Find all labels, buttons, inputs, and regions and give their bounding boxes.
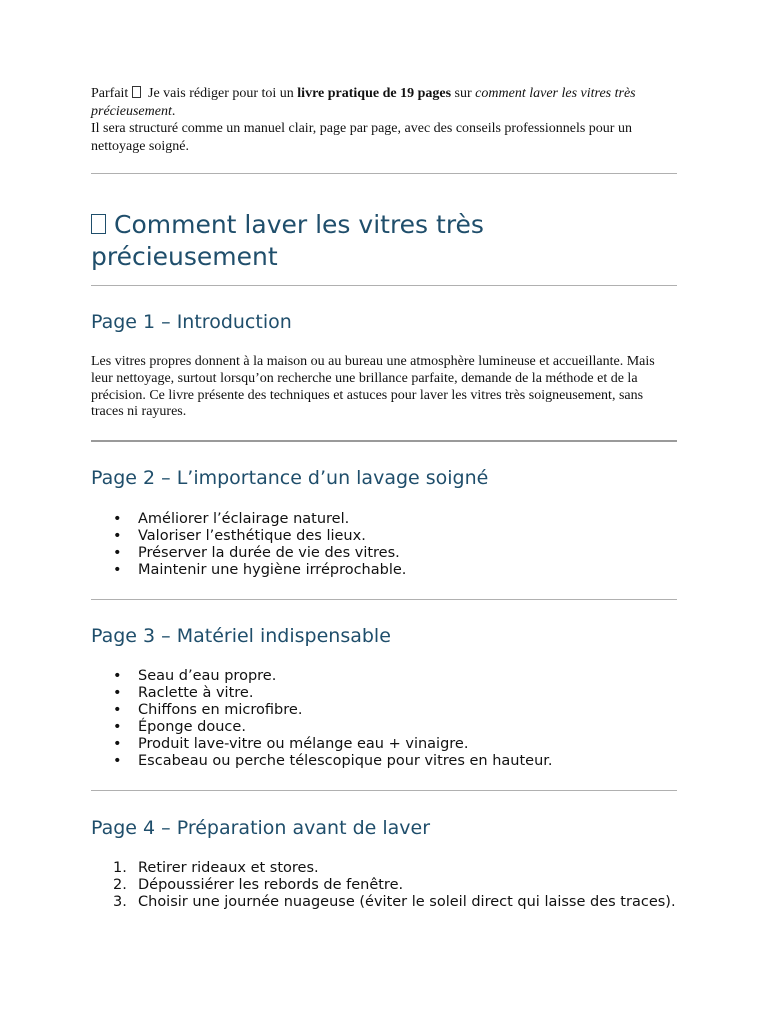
- divider: [91, 285, 677, 286]
- list-item-text: Produit lave-vitre ou mélange eau + vinaigre.: [138, 736, 469, 752]
- list-item-text: Valoriser l’esthétique des lieux.: [138, 528, 366, 544]
- list-item: [91, 668, 677, 685]
- list-item: [91, 511, 677, 528]
- bullet-marker: •: [113, 668, 122, 684]
- bullet-list-page-3: [91, 668, 677, 770]
- list-number: 1.: [113, 860, 127, 876]
- divider: [91, 173, 677, 174]
- list-item: [91, 702, 677, 719]
- intro-text-c: .: [171, 103, 176, 119]
- section-heading-page-2: Page 2 – L’importance d’un lavage soigné: [91, 467, 489, 489]
- section-heading-page-4: Page 4 – Préparation avant de laver: [91, 817, 431, 839]
- intro-word-parfait: Parfait: [91, 86, 129, 101]
- list-item: [91, 753, 677, 770]
- bullet-marker: •: [113, 545, 122, 561]
- intro-bold-text: livre pratique de 19 pages: [297, 86, 452, 101]
- list-item: [91, 719, 677, 736]
- list-item: [91, 545, 677, 562]
- divider: [91, 790, 677, 791]
- section-heading-page-1: Page 1 – Introduction: [91, 311, 292, 333]
- list-item-text: Retirer rideaux et stores.: [138, 860, 319, 876]
- intro-line-1: [91, 85, 677, 120]
- emoji-placeholder-icon: [132, 86, 141, 99]
- list-item-text: Seau d’eau propre.: [138, 668, 277, 684]
- divider: [91, 440, 677, 442]
- list-item-text: Raclette à vitre.: [138, 685, 254, 701]
- bullet-marker: •: [113, 685, 122, 701]
- intro-text-a: Je vais rédiger pour toi un: [144, 86, 298, 101]
- section-paragraph-page-1: Les vitres propres donnent à la maison ou au bureau une atmosphère lumineuse et accueillante. Mais leur nettoyage, surtout lorsqu’on recherche une brillance parfaite, demande de la méthode et de la précision. Ce livre présente des techniques et astuces pour laver les vitres très soigneusement, sans traces ni rayures.: [91, 354, 655, 420]
- document-title: [91, 209, 677, 273]
- list-item-text: Préserver la durée de vie des vitres.: [138, 545, 400, 561]
- list-item-text: Améliorer l’éclairage naturel.: [138, 511, 350, 527]
- divider: [91, 599, 677, 600]
- intro-paragraph: [91, 85, 677, 155]
- bullet-marker: •: [113, 736, 122, 752]
- list-item: [91, 736, 677, 753]
- list-number: 2.: [113, 877, 127, 893]
- bullet-marker: •: [113, 528, 122, 544]
- list-item-text: Maintenir une hygiène irréprochable.: [138, 562, 407, 578]
- emoji-placeholder-icon: [91, 214, 106, 235]
- document-title-text: Comment laver les vitres très précieusement: [91, 210, 484, 271]
- list-item: [91, 528, 677, 545]
- intro-text-b: sur: [451, 86, 476, 101]
- numbered-list-page-4: [91, 860, 677, 911]
- list-item: [91, 877, 677, 894]
- bullet-marker: •: [113, 719, 122, 735]
- bullet-marker: •: [113, 562, 122, 578]
- list-item-text: Escabeau ou perche télescopique pour vitres en hauteur.: [138, 753, 553, 769]
- bullet-list-page-2: [91, 511, 677, 579]
- section-heading-page-3: Page 3 – Matériel indispensable: [91, 625, 391, 647]
- list-item: [91, 562, 677, 579]
- list-item-text: Choisir une journée nuageuse (éviter le soleil direct qui laisse des traces).: [138, 894, 676, 910]
- list-number: 3.: [113, 894, 127, 910]
- list-item-text: Éponge douce.: [138, 719, 246, 735]
- list-item-text: Dépoussiérer les rebords de fenêtre.: [138, 877, 404, 893]
- bullet-marker: •: [113, 753, 122, 769]
- bullet-marker: •: [113, 511, 122, 527]
- bullet-marker: •: [113, 702, 122, 718]
- list-item: [91, 685, 677, 702]
- list-item: [91, 860, 677, 877]
- list-item: [91, 894, 677, 911]
- intro-line-2: Il sera structuré comme un manuel clair, page par page, avec des conseils professionnels pour un nettoyage soigné.: [91, 121, 632, 154]
- list-item-text: Chiffons en microfibre.: [138, 702, 303, 718]
- intro-italic-text: comment laver les vitres très précieusement: [91, 86, 636, 119]
